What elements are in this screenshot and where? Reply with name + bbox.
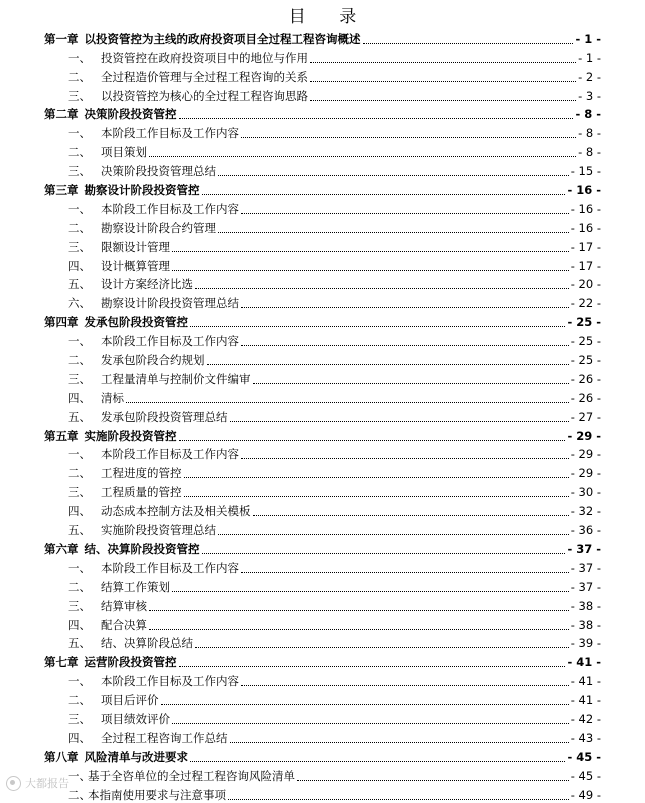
toc-section-entry[interactable] (0, 292, 645, 311)
toc-entry-title: 限额设计管理 (101, 239, 170, 254)
toc-dot-leader (195, 288, 569, 289)
toc-dot-leader (190, 761, 565, 762)
toc-entry-title: 项目策划 (101, 145, 147, 160)
toc-page-number: - 38 - (570, 598, 601, 613)
toc-page-number: - 16 - (570, 220, 601, 235)
toc-page-number: - 42 - (570, 711, 601, 726)
toc-dot-leader (241, 685, 569, 686)
toc-page-number: - 38 - (570, 617, 601, 632)
toc-dot-leader (253, 383, 569, 384)
toc-entry-title: 勘察设计阶段合约管理 (101, 220, 216, 235)
toc-entry-number: 四、 (68, 504, 91, 519)
toc-page-number: - 37 - (570, 560, 601, 575)
toc-page-number: - 32 - (570, 504, 601, 519)
toc-entry-title: 设计概算管理 (101, 258, 170, 273)
toc-entry-number: 四、 (68, 617, 91, 632)
toc-section-entry[interactable] (0, 141, 645, 160)
toc-page-number: - 45 - (567, 749, 601, 764)
toc-entry-number: 五、 (68, 636, 91, 651)
toc-page-number: - 17 - (570, 239, 601, 254)
toc-section-entry[interactable] (0, 519, 645, 538)
toc-entry-number: 第六章 (44, 541, 79, 556)
toc-dot-leader (179, 118, 574, 119)
toc-section-entry[interactable] (0, 481, 645, 500)
toc-entry-number: 三、 (68, 371, 91, 386)
toc-page-number: - 25 - (570, 353, 601, 368)
toc-entry-title: 本阶段工作目标及工作内容 (101, 674, 239, 689)
toc-entry-number: 二、 (68, 69, 91, 84)
toc-entry-number: 四、 (68, 258, 91, 273)
toc-entry-number: 二、 (68, 353, 91, 368)
toc-section-entry[interactable] (0, 198, 645, 217)
toc-entry-number: 三、 (68, 711, 91, 726)
toc-entry-number: 二、 (68, 466, 91, 481)
toc-entry-number: 三、 (68, 598, 91, 613)
toc-page-number: - 41 - (570, 674, 601, 689)
toc-page-number: - 8 - (575, 107, 601, 122)
toc-entry-number: 二、 (68, 220, 91, 235)
toc-chapter-entry[interactable] (0, 425, 645, 444)
toc-page-number: - 17 - (570, 258, 601, 273)
toc-entry-number: 五、 (68, 409, 91, 424)
toc-dot-leader (310, 81, 576, 82)
toc-entry-number: 五、 (68, 277, 91, 292)
toc-page-number: - 29 - (570, 466, 601, 481)
toc-dot-leader (310, 100, 576, 101)
toc-entry-title: 动态成本控制方法及相关模板 (101, 504, 251, 519)
toc-entry-number: 第七章 (44, 655, 79, 670)
toc-page-number: - 25 - (567, 315, 601, 330)
toc-entry-title: 发承包阶段合约规划 (101, 353, 205, 368)
toc-entry-title: 投资管控在政府投资项目中的地位与作用 (101, 50, 308, 65)
toc-page-number: - 22 - (570, 296, 601, 311)
toc-entry-title: 实施阶段投资管控 (84, 428, 177, 443)
toc-section-entry[interactable] (0, 614, 645, 633)
toc-dot-leader (190, 326, 565, 327)
toc-entry-number: 第八章 (44, 749, 79, 764)
toc-dot-leader (218, 232, 569, 233)
toc-chapter-entry[interactable] (0, 179, 645, 198)
toc-dot-leader (172, 251, 569, 252)
watermark-text: 大都报告 (25, 777, 69, 790)
toc-dot-leader (297, 780, 569, 781)
toc-section-entry[interactable] (0, 236, 645, 255)
toc-page-number: - 37 - (570, 579, 601, 594)
toc-entry-title: 配合决算 (101, 617, 147, 632)
toc-page-number: - 30 - (570, 485, 601, 500)
toc-page-number: - 41 - (567, 655, 601, 670)
toc-page-number: - 1 - (578, 50, 601, 65)
toc-entry-title: 基于全咨单位的全过程工程咨询风险清单 (88, 768, 295, 783)
toc-entry-number: 二、 (68, 693, 91, 708)
toc-dot-leader (241, 458, 569, 459)
toc-dot-leader (149, 629, 569, 630)
toc-section-entry[interactable] (0, 387, 645, 406)
toc-entry-title: 全过程工程咨询工作总结 (101, 730, 228, 745)
toc-page-number: - 16 - (567, 183, 601, 198)
toc-entry-number: 二、 (68, 787, 91, 802)
toc-page-number: - 25 - (570, 334, 601, 349)
toc-dot-leader (172, 270, 569, 271)
toc-page-number: - 49 - (570, 787, 601, 802)
toc-section-entry[interactable] (0, 765, 645, 784)
toc-section-entry[interactable] (0, 595, 645, 614)
toc-page-number: - 26 - (570, 390, 601, 405)
toc-chapter-entry[interactable] (0, 28, 645, 47)
toc-entry-number: 三、 (68, 239, 91, 254)
toc-page-number: - 43 - (570, 730, 601, 745)
toc-page-number: - 41 - (570, 693, 601, 708)
toc-entry-number: 四、 (68, 390, 91, 405)
toc-entry-title: 全过程造价管理与全过程工程咨询的关系 (101, 69, 308, 84)
toc-page-number: - 29 - (570, 447, 601, 462)
toc-section-entry[interactable] (0, 406, 645, 425)
toc-section-entry[interactable] (0, 727, 645, 746)
toc-entry-title: 本阶段工作目标及工作内容 (101, 447, 239, 462)
toc-entry-number: 五、 (68, 523, 91, 538)
toc-entry-title: 本阶段工作目标及工作内容 (101, 560, 239, 575)
toc-entry-number: 一、 (68, 447, 91, 462)
toc-page-number: - 2 - (578, 69, 601, 84)
toc-page-number: - 16 - (570, 201, 601, 216)
toc-page-number: - 1 - (575, 31, 601, 46)
toc-section-entry[interactable] (0, 670, 645, 689)
toc-chapter-entry[interactable] (0, 651, 645, 670)
toc-page-number: - 8 - (578, 145, 601, 160)
toc-dot-leader (184, 477, 569, 478)
toc-page-number: - 39 - (570, 636, 601, 651)
toc-entry-title: 结、决算阶段投资管控 (84, 541, 200, 556)
toc-entry-number: 一、 (68, 674, 91, 689)
toc-page-number: - 37 - (567, 541, 601, 556)
toc-dot-leader (161, 704, 569, 705)
toc-entry-number: 一、 (68, 768, 91, 783)
toc-entry-title: 风险清单与改进要求 (84, 749, 188, 764)
toc-title: 目 录 (288, 7, 371, 27)
toc-entry-title: 实施阶段投资管理总结 (101, 523, 216, 538)
toc-entry-number: 四、 (68, 730, 91, 745)
toc-entry-number: 三、 (68, 88, 91, 103)
toc-entry-title: 结算工作策划 (101, 579, 170, 594)
toc-section-entry[interactable] (0, 122, 645, 141)
toc-dot-leader (228, 799, 569, 800)
toc-section-entry[interactable] (0, 576, 645, 595)
toc-page-number: - 26 - (570, 371, 601, 386)
toc-dot-leader (195, 647, 569, 648)
toc-section-entry[interactable] (0, 160, 645, 179)
toc-entry-number: 第二章 (44, 107, 79, 122)
toc-entry-title: 决策阶段投资管控 (84, 107, 177, 122)
toc-dot-leader (241, 345, 569, 346)
toc-section-entry[interactable] (0, 66, 645, 85)
toc-entry-number: 一、 (68, 50, 91, 65)
toc-dot-leader (172, 723, 569, 724)
toc-list (0, 28, 645, 803)
toc-section-entry[interactable] (0, 217, 645, 236)
toc-dot-leader (207, 364, 569, 365)
toc-dot-leader (253, 515, 569, 516)
toc-dot-leader (241, 137, 576, 138)
toc-entry-title: 设计方案经济比选 (101, 277, 193, 292)
toc-section-entry[interactable] (0, 633, 645, 652)
toc-entry-title: 工程量清单与控制价文件编审 (101, 371, 251, 386)
toc-entry-title: 本指南使用要求与注意事项 (88, 787, 226, 802)
toc-entry-title: 勘察设计阶段投资管理总结 (101, 296, 239, 311)
toc-dot-leader (230, 421, 569, 422)
toc-entry-number: 二、 (68, 579, 91, 594)
toc-entry-number: 一、 (68, 334, 91, 349)
toc-chapter-entry[interactable] (0, 746, 645, 765)
toc-entry-title: 工程质量的管控 (101, 485, 182, 500)
toc-section-entry[interactable] (0, 557, 645, 576)
toc-page-number: - 15 - (570, 164, 601, 179)
toc-entry-title: 项目绩效评价 (101, 711, 170, 726)
toc-entry-number: 六、 (68, 296, 91, 311)
toc-section-entry[interactable] (0, 462, 645, 481)
toc-chapter-entry[interactable] (0, 538, 645, 557)
toc-entry-number: 第三章 (44, 183, 79, 198)
toc-section-entry[interactable] (0, 274, 645, 293)
toc-dot-leader (241, 213, 569, 214)
toc-entry-number: 三、 (68, 164, 91, 179)
watermark-logo-icon (6, 776, 21, 791)
toc-section-entry[interactable] (0, 85, 645, 104)
toc-dot-leader (149, 610, 569, 611)
toc-entry-number: 一、 (68, 201, 91, 216)
toc-page-number: - 29 - (567, 428, 601, 443)
toc-entry-title: 结算审核 (101, 598, 147, 613)
toc-entry-title: 以投资管控为主线的政府投资项目全过程工程咨询概述 (84, 31, 361, 46)
toc-dot-leader (184, 496, 569, 497)
toc-entry-number: 一、 (68, 126, 91, 141)
toc-entry-title: 运营阶段投资管控 (84, 655, 177, 670)
toc-section-entry[interactable] (0, 689, 645, 708)
toc-entry-title: 结、决算阶段总结 (101, 636, 193, 651)
toc-entry-title: 决策阶段投资管理总结 (101, 164, 216, 179)
toc-entry-title: 本阶段工作目标及工作内容 (101, 201, 239, 216)
toc-entry-title: 本阶段工作目标及工作内容 (101, 334, 239, 349)
toc-dot-leader (230, 742, 569, 743)
toc-entry-title: 项目后评价 (101, 693, 159, 708)
toc-dot-leader (172, 591, 569, 592)
toc-entry-title: 本阶段工作目标及工作内容 (101, 126, 239, 141)
toc-section-entry[interactable] (0, 349, 645, 368)
toc-section-entry[interactable] (0, 708, 645, 727)
toc-section-entry[interactable] (0, 255, 645, 274)
toc-dot-leader (149, 156, 576, 157)
toc-dot-leader (179, 666, 566, 667)
toc-dot-leader (218, 534, 569, 535)
toc-entry-title: 以投资管控为核心的全过程工程咨询思路 (101, 88, 308, 103)
watermark (6, 775, 69, 791)
toc-page-number: - 20 - (570, 277, 601, 292)
toc-section-entry[interactable] (0, 444, 645, 463)
toc-page-number: - 45 - (570, 768, 601, 783)
toc-entry-title: 勘察设计阶段投资管控 (84, 183, 200, 198)
toc-entry-number: 二、 (68, 145, 91, 160)
toc-entry-number: 三、 (68, 485, 91, 500)
toc-page-number: - 8 - (578, 126, 601, 141)
toc-dot-leader (179, 440, 566, 441)
toc-dot-leader (202, 194, 566, 195)
toc-section-entry[interactable] (0, 368, 645, 387)
toc-entry-number: 第五章 (44, 428, 79, 443)
toc-dot-leader (218, 175, 569, 176)
toc-dot-leader (241, 307, 569, 308)
toc-dot-leader (310, 62, 576, 63)
toc-dot-leader (202, 553, 566, 554)
toc-section-entry[interactable] (0, 784, 645, 803)
toc-section-entry[interactable] (0, 47, 645, 66)
toc-entry-title: 清标 (101, 390, 124, 405)
toc-entry-title: 发承包阶段投资管控 (84, 315, 188, 330)
toc-dot-leader (241, 572, 569, 573)
toc-entry-number: 第一章 (44, 31, 79, 46)
toc-dot-leader (126, 402, 569, 403)
toc-page-number: - 27 - (570, 409, 601, 424)
toc-section-entry[interactable] (0, 330, 645, 349)
toc-chapter-entry[interactable] (0, 311, 645, 330)
toc-page-number: - 3 - (578, 88, 601, 103)
toc-section-entry[interactable] (0, 500, 645, 519)
toc-entry-number: 一、 (68, 560, 91, 575)
toc-dot-leader (363, 43, 574, 44)
toc-entry-number: 第四章 (44, 315, 79, 330)
toc-page-number: - 36 - (570, 523, 601, 538)
toc-chapter-entry[interactable] (0, 104, 645, 123)
toc-entry-title: 工程进度的管控 (101, 466, 182, 481)
toc-entry-title: 发承包阶段投资管理总结 (101, 409, 228, 424)
